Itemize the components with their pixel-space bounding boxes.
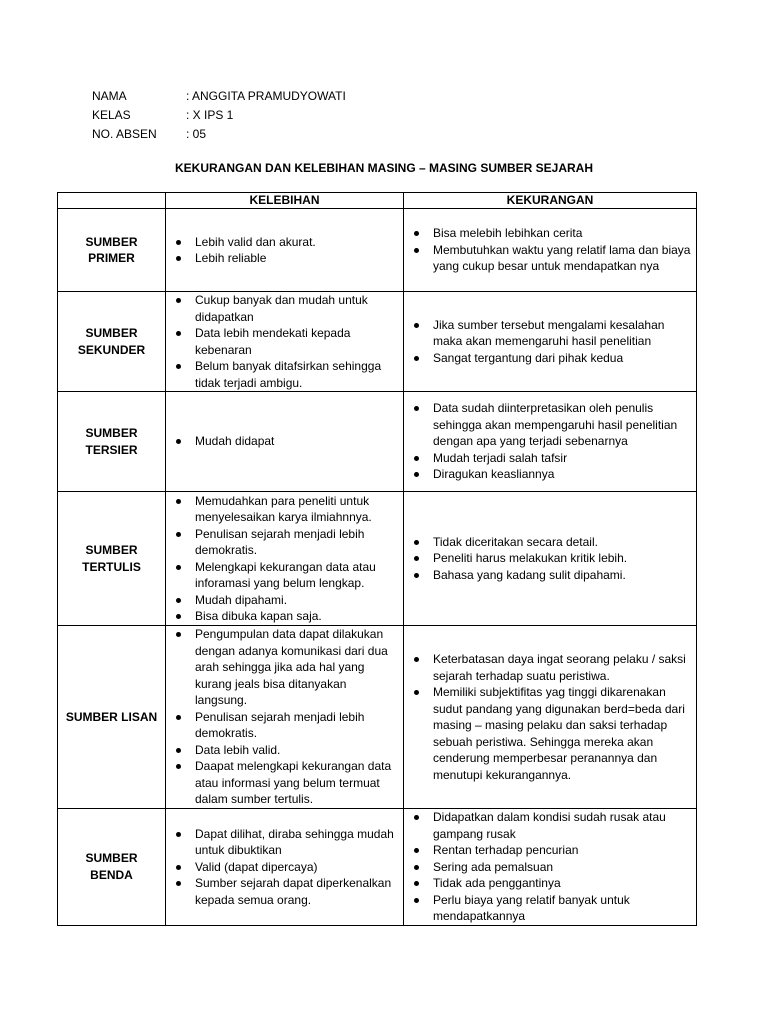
list-item: Melengkapi kekurangan data atau inforamasi yang belum lengkap. xyxy=(195,559,399,592)
list-item: Peneliti harus melakukan kritik lebih. xyxy=(433,550,692,567)
header-empty xyxy=(58,193,166,209)
kekurangan-list xyxy=(408,651,692,783)
list-item: Memiliki subjektifitas yag tinggi dikarenakan sudut pandang yang digunakan berd=beda dari masing – masing pelaku dan saksi terhadap sebuah peristiwa. Sehingga mereka akan cenderung memperbesar peranannya dan menutupi kekurangannya. xyxy=(433,684,692,783)
source-type-label: SUMBER xyxy=(85,851,138,866)
list-item: Daapat melengkapi kekurangan data atau informasi yang belum termuat dalam sumber tertulis. xyxy=(195,758,399,808)
kekurangan-list xyxy=(408,809,692,925)
absen-row xyxy=(92,126,346,145)
kelebihan-list xyxy=(170,292,399,391)
table-header-row xyxy=(58,193,697,209)
header-kekurangan: KEKURANGAN xyxy=(404,193,697,209)
class-row xyxy=(92,107,346,126)
list-item: Valid (dapat dipercaya) xyxy=(195,859,399,876)
list-item: Mudah dipahami. xyxy=(195,592,399,609)
source-type-label: SUMBER LISAN xyxy=(65,709,158,724)
list-item: Rentan terhadap pencurian xyxy=(433,842,692,859)
table-row xyxy=(58,392,697,492)
kelebihan-list xyxy=(170,234,399,267)
header-kelebihan: KELEBIHAN xyxy=(166,193,404,209)
class-value: : X IPS 1 xyxy=(186,108,234,122)
source-type-label: SUMBER xyxy=(85,543,138,557)
list-item: Keterbatasan daya ingat seorang pelaku / saksi sejarah terhadap suatu peristiwa. xyxy=(433,651,692,684)
source-type-label: SUMBER xyxy=(85,326,138,340)
name-value: : ANGGITA PRAMUDYOWATI xyxy=(186,89,346,103)
source-type-cell xyxy=(58,809,166,926)
student-info xyxy=(92,88,346,145)
kekurangan-list xyxy=(408,225,692,275)
table-row xyxy=(58,626,697,809)
kelebihan-list xyxy=(170,826,399,909)
list-item: Dapat dilihat, diraba sehingga mudah untuk dibuktikan xyxy=(195,826,399,859)
kelebihan-list xyxy=(170,493,399,625)
list-item: Didapatkan dalam kondisi sudah rusak atau gampang rusak xyxy=(433,809,692,842)
kelebihan-cell xyxy=(166,492,404,626)
list-item: Membutuhkan waktu yang relatif lama dan biaya yang cukup besar untuk mendapatkan nya xyxy=(433,242,691,274)
source-type-label: SUMBER xyxy=(85,234,138,249)
list-item: Data sudah diinterpretasikan oleh penulis sehingga akan mempengaruhi hasil penelitian dengan apa yang terjadi sebenarnya xyxy=(433,400,692,450)
kekurangan-list xyxy=(408,534,692,584)
list-item: Mudah terjadi salah tafsir xyxy=(433,450,692,467)
kekurangan-cell xyxy=(404,626,697,809)
source-type-cell xyxy=(58,626,166,809)
table-row xyxy=(58,492,697,626)
source-type-label: TERTULIS xyxy=(82,559,141,574)
list-item: Perlu biaya yang relatif banyak untuk mendapatkannya xyxy=(433,892,692,925)
kelebihan-cell xyxy=(166,809,404,926)
source-type-label: TERSIER xyxy=(85,442,138,457)
list-item: Data lebih valid. xyxy=(195,742,399,759)
kekurangan-list xyxy=(408,400,692,483)
list-item: Bisa melebih lebihkan cerita xyxy=(433,225,692,242)
absen-label: NO. ABSEN xyxy=(92,127,157,141)
kekurangan-cell xyxy=(404,492,697,626)
list-item: Diragukan keasliannya xyxy=(433,466,692,483)
kelebihan-cell xyxy=(166,626,404,809)
table-row xyxy=(58,209,697,292)
source-type-label: SEKUNDER xyxy=(77,342,146,357)
list-item: Lebih reliable xyxy=(195,250,399,267)
kekurangan-cell xyxy=(404,292,697,392)
list-item: Bisa dibuka kapan saja. xyxy=(195,608,399,625)
list-item: Pengumpulan data dapat dilakukan dengan adanya komunikasi dari dua arah sehingga jika ada hal yang kurang jeals bisa ditanyakan langsung. xyxy=(195,626,399,709)
list-item: Sangat tergantung dari pihak kedua xyxy=(433,350,692,367)
list-item: Tidak ada penggantinya xyxy=(433,875,692,892)
kelebihan-cell xyxy=(166,292,404,392)
kelebihan-list xyxy=(170,433,399,450)
list-item: Lebih valid dan akurat. xyxy=(195,234,399,251)
list-item: Data lebih mendekati kepada kebenaran xyxy=(195,325,399,358)
kekurangan-cell xyxy=(404,209,697,292)
name-row xyxy=(92,88,346,107)
absen-value: : 05 xyxy=(186,127,207,141)
kelebihan-cell xyxy=(166,209,404,292)
class-label: KELAS xyxy=(92,108,131,122)
kekurangan-cell xyxy=(404,809,697,926)
list-item: Tidak diceritakan secara detail. xyxy=(433,534,692,551)
source-type-label: PRIMER xyxy=(88,251,135,265)
list-item: Bahasa yang kadang sulit dipahami. xyxy=(433,567,692,584)
name-label: NAMA xyxy=(92,89,127,103)
kelebihan-cell xyxy=(166,392,404,492)
list-item: Jika sumber tersebut mengalami kesalahan maka akan memengaruhi hasil penelitian xyxy=(433,317,692,350)
source-type-label: SUMBER xyxy=(85,426,138,440)
list-item: Belum banyak ditafsirkan sehingga tidak terjadi ambigu. xyxy=(195,358,399,391)
list-item: Memudahkan para peneliti untuk menyelesaikan karya ilmiahnnya. xyxy=(195,493,399,526)
table-body xyxy=(58,209,697,926)
kekurangan-cell xyxy=(404,392,697,492)
source-type-label: BENDA xyxy=(90,867,133,882)
table-row xyxy=(58,809,697,926)
source-type-cell xyxy=(58,392,166,492)
list-item: Penulisan sejarah menjadi lebih demokratis. xyxy=(195,709,399,742)
kelebihan-list xyxy=(170,626,399,808)
source-type-cell xyxy=(58,292,166,392)
list-item: Mudah didapat xyxy=(195,433,399,450)
kekurangan-list xyxy=(408,317,692,367)
list-item: Cukup banyak dan mudah untuk didapatkan xyxy=(195,292,399,325)
list-item: Sering ada pemalsuan xyxy=(433,859,692,876)
comparison-table xyxy=(57,192,697,926)
list-item: Sumber sejarah dapat diperkenalkan kepada semua orang. xyxy=(195,875,399,908)
table-row xyxy=(58,292,697,392)
source-type-cell xyxy=(58,209,166,292)
source-type-cell xyxy=(58,492,166,626)
list-item: Penulisan sejarah menjadi lebih demokratis. xyxy=(195,526,399,559)
document-title: KEKURANGAN DAN KELEBIHAN MASING – MASING SUMBER SEJARAH xyxy=(174,161,594,175)
